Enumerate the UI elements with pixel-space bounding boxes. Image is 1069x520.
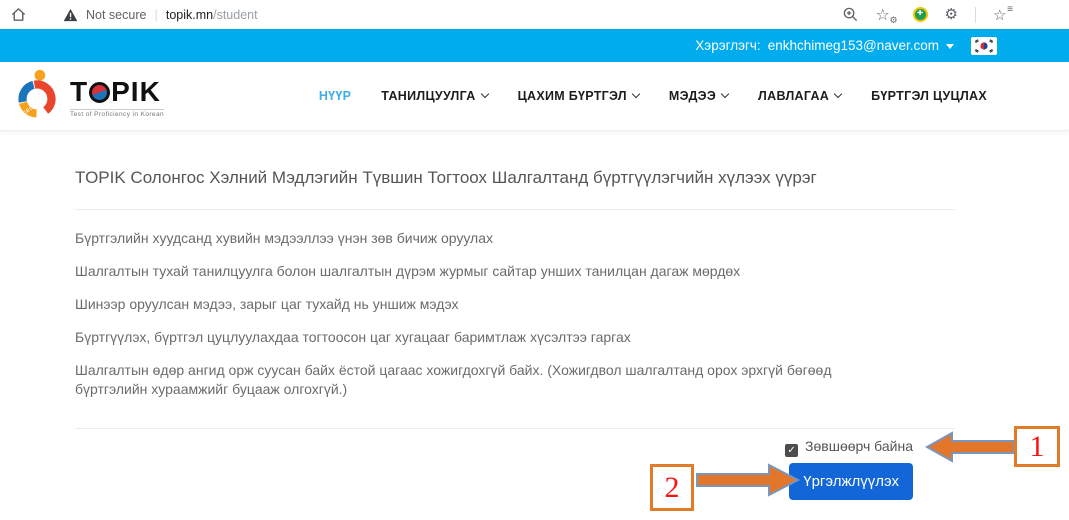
zoom-in-icon[interactable] bbox=[842, 6, 859, 23]
collections-icon[interactable]: ☆ ≡ bbox=[993, 3, 1013, 24]
consent-divider bbox=[75, 428, 955, 429]
home-icon[interactable] bbox=[10, 6, 27, 23]
agree-checkbox-label[interactable]: Зөвшөөрч байна bbox=[805, 438, 913, 454]
toolbar-divider bbox=[975, 7, 976, 23]
extension-icon[interactable]: ✚ bbox=[913, 7, 928, 22]
topik-swirl-icon bbox=[8, 67, 66, 127]
continue-button[interactable]: Үргэлжлүүлэх bbox=[789, 463, 913, 500]
topik-logo[interactable] bbox=[8, 67, 164, 127]
browser-address-bar bbox=[0, 0, 1069, 29]
obligation-item: Бүртгэлийн хуудсанд хувийн мэдээллээ үнэн зөв бичиж оруулах bbox=[75, 230, 494, 246]
obligation-list bbox=[75, 229, 887, 399]
favorites-settings-icon[interactable]: ☆ ⚙ bbox=[875, 6, 898, 25]
taegeuk-o-icon bbox=[89, 82, 110, 103]
nav-item-online-registration[interactable]: ЦАХИМ БҮРТГЭЛ bbox=[518, 89, 639, 103]
obligation-item: Бүртгүүлэх, бүртгэл цуцлуулахдаа тогтоосон цаг хугацааг баримтлаж хүсэлтээ гаргах bbox=[75, 329, 631, 345]
step1-number-box: 1 bbox=[1014, 426, 1060, 467]
wordmark-t: T bbox=[70, 76, 89, 107]
obligation-item: Шинээр оруулсан мэдээ, зарыг цаг тухайд нь уншиж мэдэх bbox=[75, 296, 459, 312]
browser-toolbar-actions bbox=[842, 3, 1069, 25]
page-title: TOPIK Солонгос Хэлний Мэдлэгийн Түвшин Тогтоох Шалгалтанд бүртгүүлэгчийн хүлээх үүрэг bbox=[75, 168, 817, 187]
chevron-down-icon bbox=[946, 44, 954, 49]
url-separator: | bbox=[154, 7, 158, 22]
agree-checkbox[interactable]: ✓ bbox=[785, 444, 798, 457]
site-header bbox=[0, 29, 1069, 62]
title-divider bbox=[75, 209, 955, 210]
step2-number-box: 2 bbox=[650, 464, 694, 511]
chevron-down-icon bbox=[834, 90, 842, 98]
wordmark-rest: PIK bbox=[111, 76, 161, 107]
nav-item-reference[interactable]: ЛАВЛАГАА bbox=[758, 89, 841, 103]
nav-item-introduction[interactable]: ТАНИЛЦУУЛГА bbox=[381, 89, 487, 103]
url-path: /student bbox=[213, 7, 258, 22]
obligation-item: Шалгалтын тухай танилцуулга болон шалгалтын дүрэм журмыг сайтар унших танилцан дагаж мөрдөх bbox=[75, 263, 741, 279]
browser-essentials-icon[interactable]: ⚙ bbox=[944, 6, 958, 23]
chevron-down-icon bbox=[480, 90, 488, 98]
chevron-down-icon bbox=[721, 90, 729, 98]
topik-wordmark bbox=[70, 76, 164, 118]
step1-arrow-left-icon bbox=[924, 430, 1016, 464]
warning-icon bbox=[63, 8, 78, 22]
security-label: Not secure bbox=[86, 7, 147, 22]
page-content bbox=[0, 131, 1069, 500]
chevron-down-icon bbox=[632, 90, 640, 98]
nav-item-cancel-registration[interactable]: БҮРТГЭЛ ЦУЦЛАХ bbox=[871, 89, 987, 103]
user-account-menu[interactable] bbox=[695, 38, 954, 53]
url-host: topik.mn bbox=[165, 7, 214, 22]
url-field[interactable] bbox=[63, 7, 258, 22]
korea-flag-icon[interactable] bbox=[971, 37, 997, 55]
logo-badge: 7LCEC bbox=[17, 105, 35, 121]
user-label: Хэрэглэгч: bbox=[695, 38, 761, 53]
obligation-item: Шалгалтын өдөр ангид орж суусан байх ёстой цагаас хожигдохгүй байх. (Хожигдвол шалгалтанд орох эрхгүй бөгөөд бүртгэлийн хураамжийг буцааж олгохгүй.) bbox=[75, 362, 832, 397]
nav-item-home[interactable]: НҮҮР bbox=[318, 89, 352, 103]
user-email: enkhchimeg153@naver.com bbox=[767, 38, 939, 53]
main-navigation-bar bbox=[0, 62, 1069, 131]
step2-arrow-right-icon bbox=[695, 461, 801, 499]
nav-item-news[interactable]: МЭДЭЭ bbox=[669, 89, 728, 103]
logo-tagline: Test of Proficiency in Korean bbox=[70, 111, 164, 118]
main-menu bbox=[319, 62, 987, 130]
